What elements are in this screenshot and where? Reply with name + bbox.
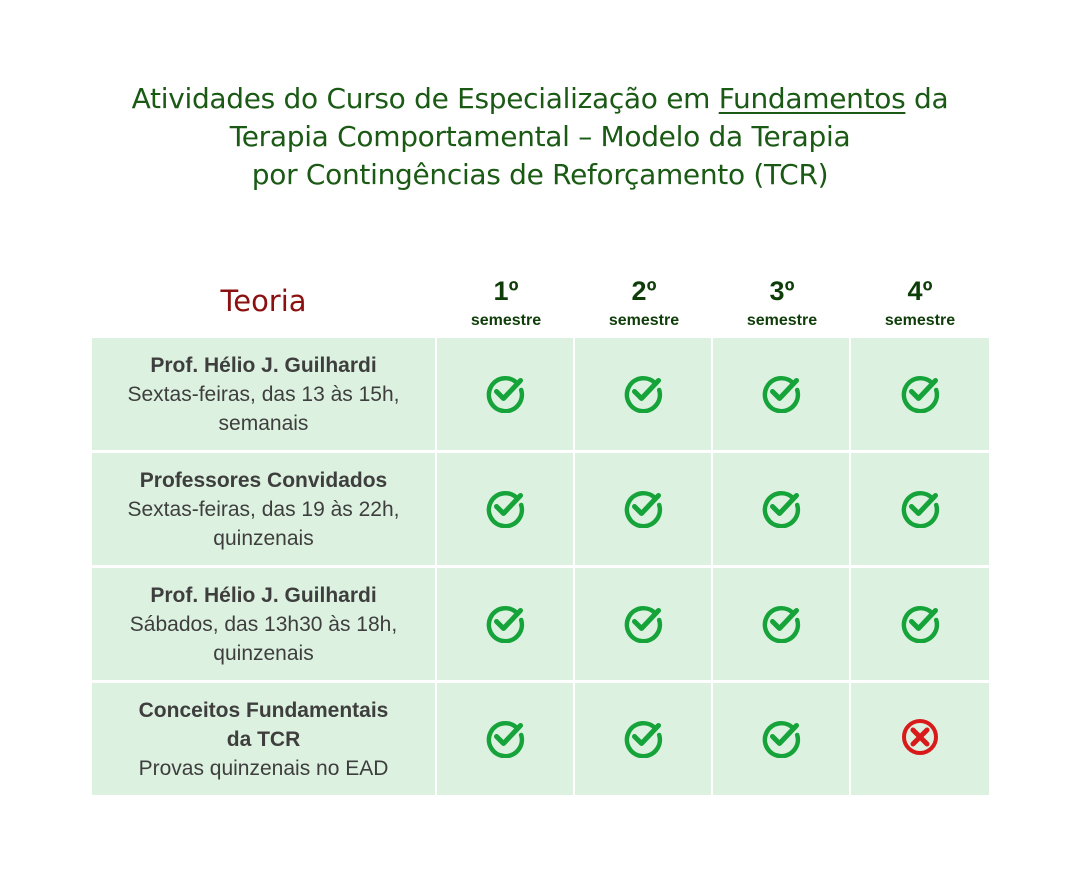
- check-circle-icon: [484, 486, 526, 533]
- check-circle-icon: [622, 716, 664, 763]
- semester-cell: [713, 453, 849, 565]
- row-title: Prof. Hélio J. Guilhardi: [150, 353, 377, 377]
- semester-number: 1º: [493, 276, 519, 306]
- check-circle-icon: [622, 371, 664, 418]
- check-circle-icon: [899, 601, 941, 648]
- title-line-1: [0, 80, 1080, 118]
- row-title: Prof. Hélio J. Guilhardi: [150, 583, 377, 607]
- check-circle-icon: [622, 601, 664, 648]
- semester-cell: [851, 338, 989, 450]
- row-title: da TCR: [226, 727, 301, 751]
- semester-cell: [437, 568, 573, 680]
- row-description: [92, 568, 435, 680]
- semester-cell: [437, 683, 573, 795]
- semester-header-2: [575, 276, 713, 332]
- title-line-3: por Contingências de Reforçamento (TCR): [251, 158, 829, 191]
- row-detail: Sábados, das 13h30 às 18h,: [129, 612, 398, 636]
- semester-label: semestre: [608, 312, 680, 329]
- row-title: Conceitos Fundamentais: [138, 698, 389, 722]
- title-text: Atividades do Curso de Especialização em: [131, 82, 719, 115]
- corner-label: Teoria: [220, 284, 307, 318]
- row-title: Professores Convidados: [139, 468, 388, 492]
- semester-cell: [575, 453, 711, 565]
- row-detail: Sextas-feiras, das 19 às 22h,: [127, 497, 400, 521]
- check-circle-icon: [899, 486, 941, 533]
- cross-circle-icon: [899, 716, 941, 763]
- check-circle-icon: [760, 716, 802, 763]
- semester-cell: [713, 338, 849, 450]
- check-circle-icon: [760, 486, 802, 533]
- check-circle-icon: [484, 371, 526, 418]
- semester-number: 4º: [907, 276, 933, 306]
- check-circle-icon: [899, 371, 941, 418]
- semester-cell: [575, 568, 711, 680]
- row-detail: Provas quinzenais no EAD: [138, 756, 389, 780]
- check-circle-icon: [760, 371, 802, 418]
- semester-cell: [851, 453, 989, 565]
- semester-cell: [851, 568, 989, 680]
- semester-header-1: [437, 276, 575, 332]
- row-description: [92, 338, 435, 450]
- title-underlined-word: Fundamentos: [718, 82, 906, 115]
- semester-header-4: [851, 276, 989, 332]
- semester-cell: [713, 683, 849, 795]
- check-circle-icon: [484, 601, 526, 648]
- semester-cell: [713, 568, 849, 680]
- row-detail: semanais: [218, 411, 309, 435]
- title-text: da: [905, 82, 949, 115]
- semester-cell: [437, 453, 573, 565]
- semester-cell: [575, 338, 711, 450]
- row-detail: quinzenais: [213, 526, 314, 550]
- table-header: [92, 270, 989, 336]
- semester-label: semestre: [884, 312, 956, 329]
- row-detail: Sextas-feiras, das 13 às 15h,: [127, 382, 400, 406]
- row-description: [92, 683, 435, 795]
- semester-cell: [575, 683, 711, 795]
- page-title: [0, 80, 1080, 194]
- row-detail: quinzenais: [213, 641, 314, 665]
- semester-label: semestre: [746, 312, 818, 329]
- semester-label: semestre: [470, 312, 542, 329]
- title-line-2: Terapia Comportamental – Modelo da Terapia: [229, 120, 851, 153]
- row-description: [92, 453, 435, 565]
- check-circle-icon: [622, 486, 664, 533]
- semester-number: 3º: [769, 276, 795, 306]
- semester-cell: [851, 683, 989, 795]
- check-circle-icon: [484, 716, 526, 763]
- semester-header-3: [713, 276, 851, 332]
- semester-number: 2º: [631, 276, 657, 306]
- semester-cell: [437, 338, 573, 450]
- check-circle-icon: [760, 601, 802, 648]
